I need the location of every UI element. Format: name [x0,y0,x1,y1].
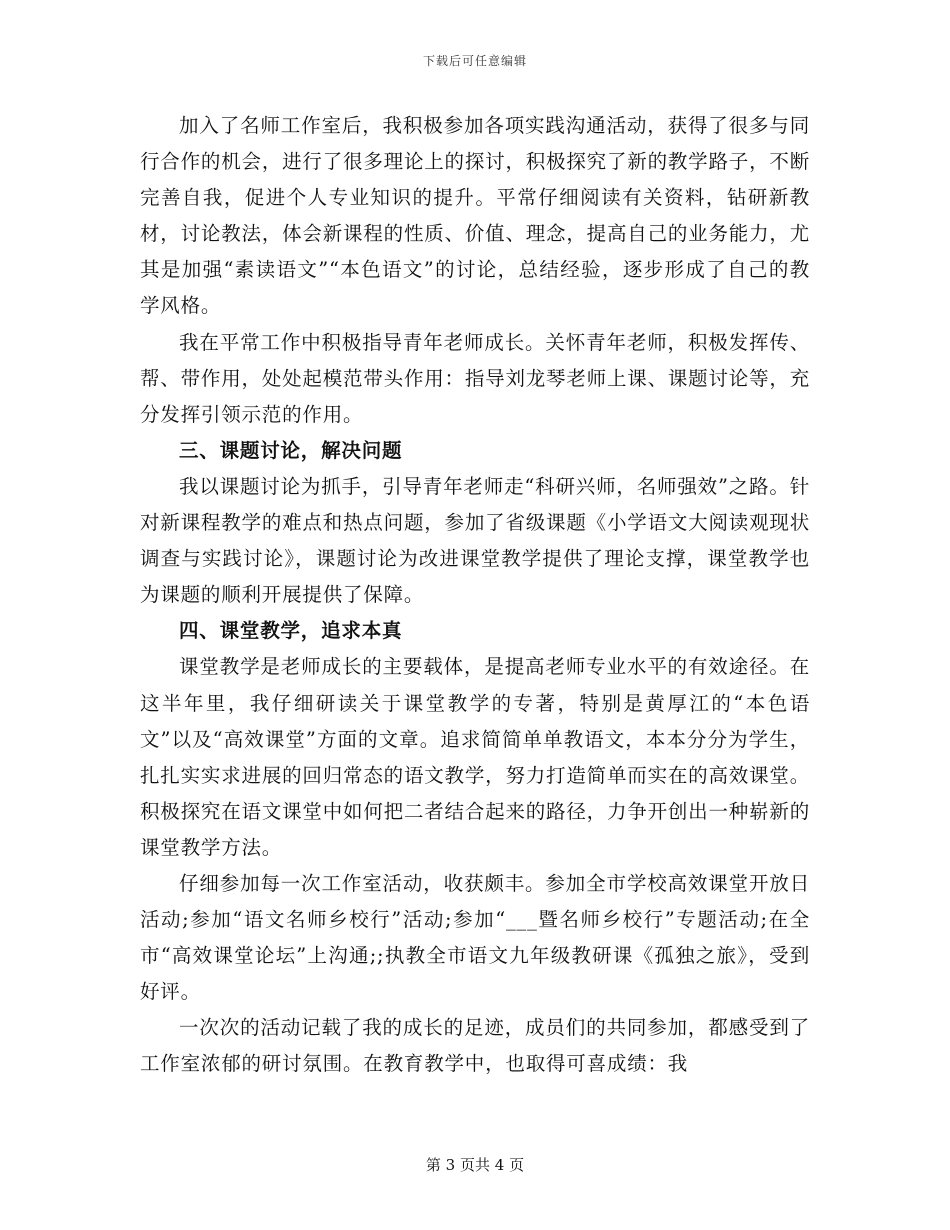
document-body [140,108,810,1083]
paragraph-mentoring: 我在平常工作中积极指导青年老师成长。关怀青年老师，积极发挥传、帮、带作用，处处起模范带头作用：指导刘龙琴老师上课、课题讨论等，充分发挥引领示范的作用。 [140,330,810,426]
section-heading-research: 三、课题讨论，解决问题 [179,438,403,462]
page-header-note: 下载后可任意编辑 [422,54,527,68]
paragraph-studio-activities: 加入了名师工作室后，我积极参加各项实践沟通活动，获得了很多与同行合作的机会，进行了很多理论上的探讨，积极探究了新的教学路子，不断完善自我，促进个人专业知识的提升。平常仔细阅读有关资料，钻研新教材，讨论教法，体会新课程的性质、价值、理念，提高自己的业务能力，尤其是加强“素读语文”“本色语文”的讨论，总结经验，逐步形成了自己的教学风格。 [140,114,810,318]
page-number: 第 3 页共 4 页 [425,1156,525,1174]
paragraph-participation: 仔细参加每一次工作室活动，收获颇丰。参加全市学校高效课堂开放日活动;参加“语文名师乡校行”活动;参加“___暨名师乡校行”专题活动;在全市“高效课堂论坛”上沟通;;执教全市语文九年级教研课《孤独之旅》，受到好评。 [140,871,810,1004]
paragraph-classroom-teaching: 课堂教学是老师成长的主要载体，是提高老师专业水平的有效途径。在这半年里，我仔细研读关于课堂教学的专著，特别是黄厚江的“本色语文”以及“高效课堂”方面的文章。追求简简单单教语文，本本分分为学生，扎扎实实求进展的回归常态的语文教学，努力打造简单而实在的高效课堂。积极探究在语文课堂中如何把二者结合起来的路径，力争开创出一种崭新的课堂教学方法。 [140,655,810,859]
paragraph-achievements: 一次次的活动记载了我的成长的足迹，成员们的共同参加，都感受到了工作室浓郁的研讨氛围。在教育教学中，也取得可喜成绩：我 [140,1016,810,1076]
section-heading-teaching: 四、课堂教学，追求本真 [179,619,403,643]
paragraph-research: 我以课题讨论为抓手，引导青年老师走“科研兴师，名师强效”之路。针对新课程教学的难点和热点问题，参加了省级课题《小学语文大阅读观现状调查与实践讨论》，课题讨论为改进课堂教学提供了理论支撑，课堂教学也为课题的顺利开展提供了保障。 [140,474,810,607]
